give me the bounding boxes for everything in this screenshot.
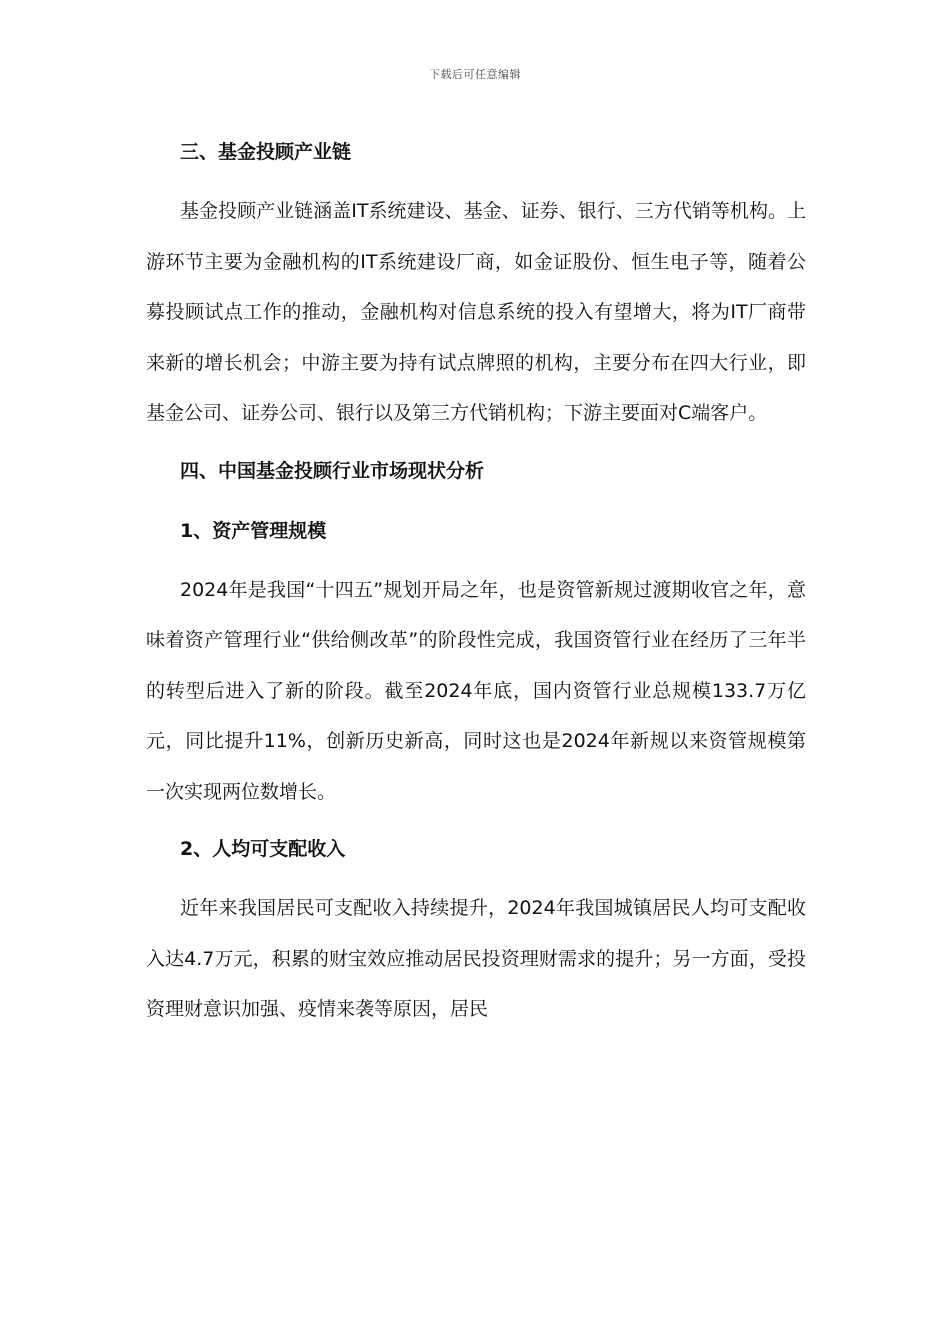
section-heading-market-status: 四、中国基金投顾行业市场现状分析: [180, 459, 485, 482]
section-heading-industry-chain: 三、基金投顾产业链: [180, 141, 352, 163]
document-body: [146, 126, 806, 1035]
paragraph-industry-chain: 基金投顾产业链涵盖IT系统建设、基金、证券、银行、三方代销等机构。上游环节主要为金融机构的IT系统建设厂商，如金证股份、恒生电子等，随着公募投顾试点工作的推动，金融机构对信息系统的投入有望增大，将为IT厂商带来新的增长机会；中游主要为持有试点牌照的机构，主要分布在四大行业，即基金公司、证券公司、银行以及第三方代销机构；下游主要面对C端客户。: [146, 200, 806, 424]
paragraph-disposable-income: 近年来我国居民可支配收入持续提升，2024年我国城镇居民人均可支配收入达4.7万元，积累的财宝效应推动居民投资理财需求的提升；另一方面，受投资理财意识加强、疫情来袭等原因，居民: [146, 897, 806, 1020]
paragraph-asset-scale: 2024年是我国“十四五”规划开局之年，也是资管新规过渡期收官之年，意味着资产管理行业“供给侧改革”的阶段性完成，我国资管行业在经历了三年半的转型后进入了新的阶段。截至2024年底，国内资管行业总规模133.7万亿元，同比提升11%，创新历史新高，同时这也是2024年新规以来资管规模第一次实现两位数增长。: [146, 578, 806, 803]
page-header: 下载后可任意编辑: [429, 68, 521, 81]
subsection-heading-asset-scale: 1、资产管理规模: [180, 519, 327, 542]
subsection-heading-disposable-income: 2、人均可支配收入: [180, 838, 346, 860]
